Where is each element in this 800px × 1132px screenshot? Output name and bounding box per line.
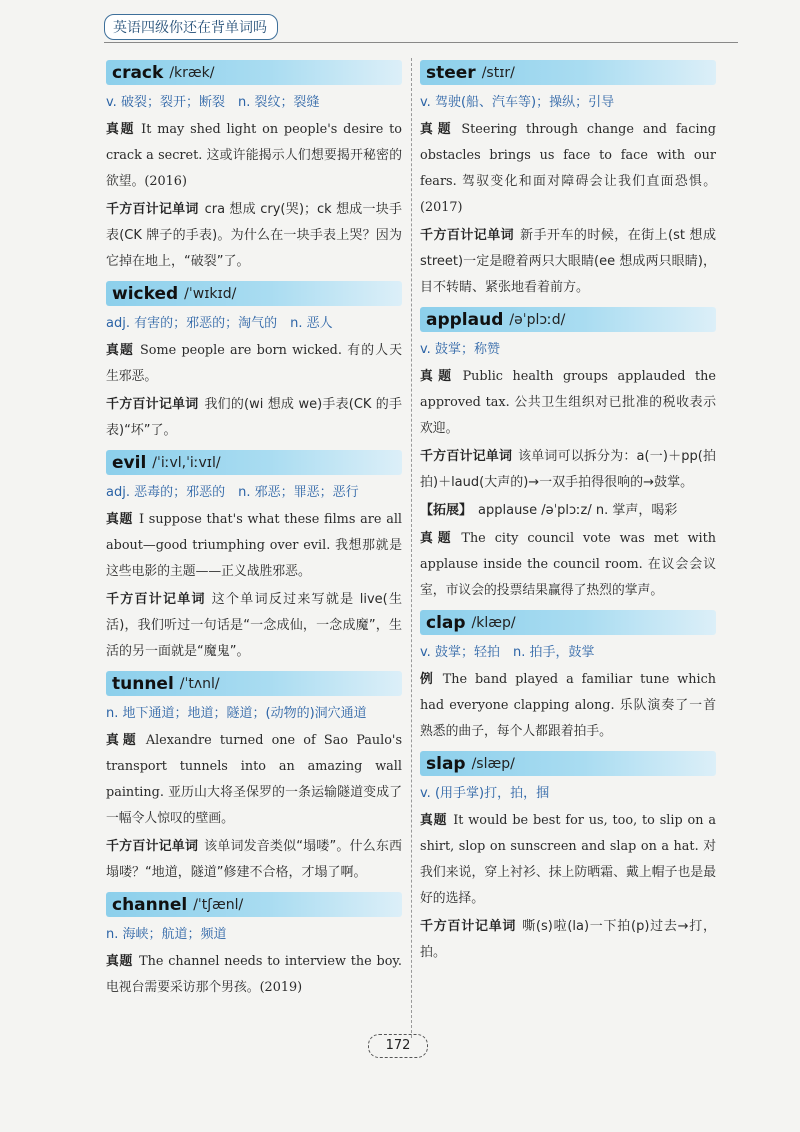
- definition: v. 破裂；裂开；断裂 n. 裂纹；裂缝: [106, 95, 320, 110]
- example-text: Some people are born wicked. 有的人天生邪恶。: [106, 343, 402, 384]
- memo-text: 该单词可以拆分为：a(一)＋pp(拍拍)＋laud(大声的)→一双手拍得很响的→鼓掌。: [420, 449, 716, 490]
- phonetic: /ˈwɪkɪd/: [184, 285, 237, 302]
- memo-paragraph: [106, 834, 402, 886]
- example-paragraph: [420, 667, 716, 745]
- phonetic: /klæp/: [471, 614, 516, 631]
- example-text: The city council vote was met with applause inside the council room. 在议会会议室，市议会的投票结果赢得了热烈的掌声。: [420, 531, 716, 598]
- word-header: [106, 281, 402, 306]
- column-divider: [411, 58, 412, 1038]
- word-header: [106, 892, 402, 917]
- word-header: [420, 610, 716, 635]
- example-paragraph: [420, 117, 716, 221]
- memo-paragraph: [420, 914, 716, 966]
- entry-evil: [106, 450, 402, 665]
- memo-paragraph: [106, 587, 402, 665]
- page-number: 172: [368, 1034, 428, 1058]
- phonetic: /stɪr/: [481, 64, 515, 81]
- phonetic: /ˈiːvl,ˈiːvɪl/: [152, 454, 221, 471]
- memo-text: 该单词发音类似“塌喽”。什么东西塌喽？“地道，隧道”修建不合格，才塌了啊。: [106, 839, 402, 880]
- example-tag: 真题: [106, 512, 133, 527]
- memo-paragraph: [106, 392, 402, 444]
- headword: clap: [426, 612, 466, 633]
- header-divider: [104, 42, 738, 43]
- word-header: [420, 751, 716, 776]
- definition: n. 地下通道；地道；隧道；(动物的)洞穴通道: [106, 706, 367, 721]
- example-paragraph: [106, 728, 402, 832]
- memo-text: 我们的(wi 想成 we)手表(CK 的手表)“坏”了。: [106, 397, 402, 438]
- memo-tag: 千方百计记单词: [106, 397, 199, 412]
- book-title: 英语四级你还在背单词吗: [113, 20, 267, 36]
- headword: channel: [112, 894, 188, 915]
- definition: v. 驾驶(船、汽车等)；操纵；引导: [420, 95, 615, 110]
- headword: slap: [426, 753, 466, 774]
- example-tag: 真题: [106, 122, 136, 137]
- memo-tag: 千方百计记单词: [420, 449, 513, 464]
- example-tag: 真题: [420, 122, 456, 137]
- memo-tag: 千方百计记单词: [420, 919, 517, 934]
- example-text: I suppose that's what these films are all about—good triumphing over evil. 我想那就是这些电影的主题——正义战胜邪恶。: [106, 512, 403, 579]
- phonetic: /əˈplɔːd/: [509, 311, 566, 328]
- entry-steer: [420, 60, 716, 301]
- memo-text: 新手开车的时候，在街上(st 想成 street)一定是瞪着两只大眼睛(ee 想成两只眼睛)，目不转睛、紧张地看着前方。: [420, 228, 716, 295]
- memo-tag: 千方百计记单词: [106, 202, 199, 217]
- headword: evil: [112, 452, 147, 473]
- word-header: [420, 60, 716, 85]
- word-header: [106, 60, 402, 85]
- example-tag: 真题: [420, 813, 448, 828]
- example-text: Public health groups applauded the approved tax. 公共卫生组织对已批准的税收表示欢迎。: [420, 369, 716, 436]
- memo-paragraph: [420, 444, 716, 496]
- headword: steer: [426, 62, 476, 83]
- memo-text: cra 想成 cry(哭)；ck 想成一块手表(CK 牌子的手表)。为什么在一块手表上哭？因为它掉在地上，“破裂”了。: [106, 202, 402, 269]
- entry-channel: [106, 892, 402, 1001]
- definition: adj. 恶毒的；邪恶的 n. 邪恶；罪恶；恶行: [106, 485, 359, 500]
- entry-tunnel: [106, 671, 402, 886]
- example-paragraph: [420, 364, 716, 442]
- memo-text: 这个单词反过来写就是 live(生活)，我们听过一句话是“一念成仙，一念成魔”，生活的另一面就是“魔鬼”。: [106, 592, 402, 659]
- example-paragraph: [106, 117, 402, 195]
- entry-slap: [420, 751, 716, 966]
- word-header: [106, 671, 402, 696]
- example-text: It would be best for us, too, to slip on a shirt, slop on sunscreen and slap on a hat. 对我们来说，穿上衬衫、抹上防晒霜、戴上帽子也是最好的选择。: [420, 813, 716, 906]
- example-paragraph: [106, 949, 402, 1001]
- example-paragraph: [106, 338, 402, 390]
- phonetic: /kræk/: [169, 64, 215, 81]
- headword: wicked: [112, 283, 179, 304]
- memo-tag: 千方百计记单词: [420, 228, 515, 243]
- example-paragraph: [420, 808, 716, 912]
- headword: applaud: [426, 309, 504, 330]
- word-header: [106, 450, 402, 475]
- example-tag: 例: [420, 672, 437, 687]
- example-text: It may shed light on people's desire to crack a secret. 这或许能揭示人们想要揭开秘密的欲望。(2016): [106, 122, 402, 189]
- example-text: Alexandre turned one of Sao Paulo's transport tunnels into an amazing wall painting. 亚历山大将圣保罗的一条运输隧道变成了一幅令人惊叹的壁画。: [106, 733, 403, 826]
- example-tag: 真题: [420, 369, 457, 384]
- entry-wicked: [106, 281, 402, 444]
- memo-paragraph: [420, 223, 716, 301]
- phonetic: /ˈtʃænl/: [193, 896, 244, 913]
- example-text: The channel needs to interview the boy. 电视台需要采访那个男孩。(2019): [106, 954, 402, 995]
- book-title-badge: [104, 14, 278, 40]
- definition: n. 海峡；航道；频道: [106, 927, 227, 942]
- memo-text: 嘶(s)啦(la)一下拍(p)过去→打，拍。: [420, 919, 716, 960]
- example-tag: 真题: [106, 954, 134, 969]
- example-paragraph: [106, 507, 402, 585]
- entry-applaud: [420, 307, 716, 604]
- example-tag: 真题: [420, 531, 456, 546]
- example-text: The band played a familiar tune which had everyone clapping along. 乐队演奏了一首熟悉的曲子，每个人都跟着拍手。: [420, 672, 716, 739]
- definition: v. 鼓掌；称赞: [420, 342, 500, 357]
- expand-text: applause /əˈplɔːz/ n. 掌声，喝彩: [478, 503, 678, 518]
- expand-tag: 【拓展】: [420, 503, 473, 518]
- example-paragraph: [420, 526, 716, 604]
- phonetic: /slæp/: [471, 755, 515, 772]
- memo-tag: 千方百计记单词: [106, 592, 206, 607]
- expand-paragraph: [420, 498, 716, 524]
- definition: v. 鼓掌；轻拍 n. 拍手，鼓掌: [420, 645, 595, 660]
- phonetic: /ˈtʌnl/: [179, 675, 220, 692]
- definition: v. (用手掌)打，拍，掴: [420, 786, 550, 801]
- example-tag: 真题: [106, 733, 140, 748]
- memo-tag: 千方百计记单词: [106, 839, 199, 854]
- entry-crack: [106, 60, 402, 275]
- headword: tunnel: [112, 673, 174, 694]
- word-header: [420, 307, 716, 332]
- example-text: Steering through change and facing obstacles brings us face to face with our fears. 驾驭变化和面对障碍会让我们直面恐惧。(2017): [420, 122, 716, 215]
- headword: crack: [112, 62, 164, 83]
- left-column: [106, 60, 402, 1007]
- definition: adj. 有害的；邪恶的；淘气的 n. 恶人: [106, 316, 333, 331]
- right-column: [420, 60, 716, 972]
- memo-paragraph: [106, 197, 402, 275]
- example-tag: 真题: [106, 343, 134, 358]
- entry-clap: [420, 610, 716, 745]
